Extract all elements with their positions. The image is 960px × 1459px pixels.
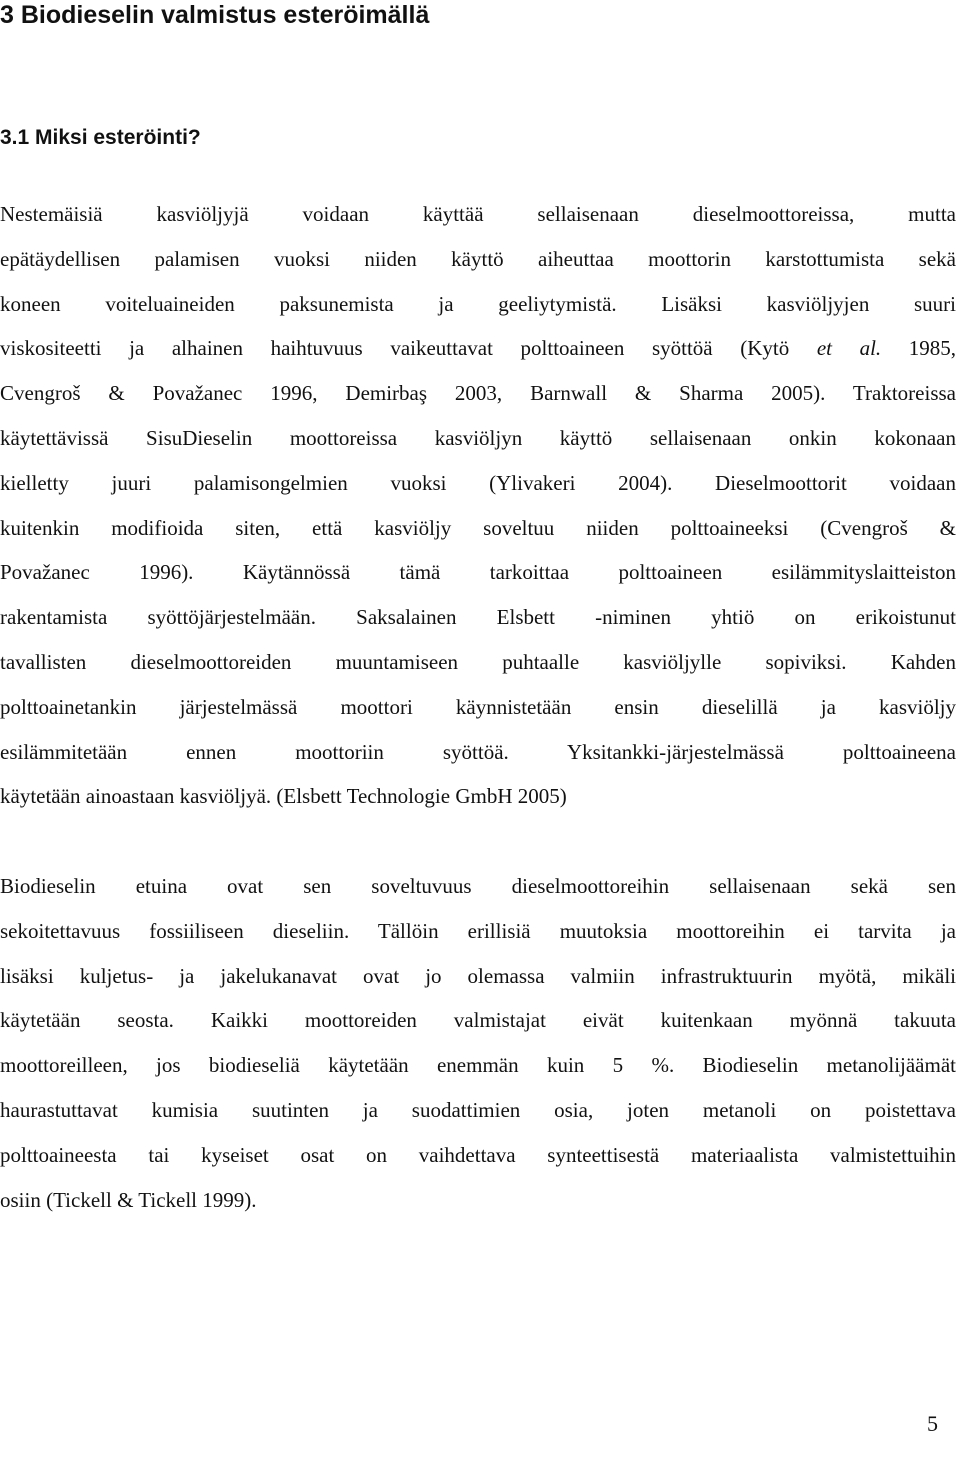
- text-line-with-citation: [0, 326, 956, 371]
- text-line: lisäksi kuljetus- ja jakelukanavat ovat jo olemassa valmiin infrastruktuurin myötä, mikäli: [0, 963, 956, 988]
- text-line: polttoainetankin järjestelmässä moottori käynnistetään ensin dieselillä ja kasviöljy: [0, 694, 956, 719]
- text-line: rakentamista syöttöjärjestelmään. Saksalainen Elsbett -niminen yhtiö on erikoistunut: [0, 605, 956, 630]
- text-fragment: 1985,: [908, 336, 957, 361]
- text-line: sekoitettavuus fossiiliseen dieseliin. Tällöin erillisiä muutoksia moottoreihin ei tarvita ja: [0, 918, 956, 943]
- text-line: Nestemäisiä kasviöljyjä voidaan käyttää sellaisenaan dieselmoottoreissa, mutta: [0, 202, 956, 226]
- text-line: kuitenkin modifioida siten, että kasviöljy soveltuu niiden polttoaineeksi (Cvengroš &: [0, 515, 956, 540]
- text-fragment: viskositeetti ja alhainen haihtuvuus vaikeuttavat polttoaineen syöttöä (Kytö: [0, 336, 790, 361]
- chapter-title: 3 Biodieselin valmistus esteröimällä: [0, 1, 430, 29]
- text-line: esilämmitetään ennen moottoriin syöttöä. Yksitankki-järjestelmässä polttoaineena: [0, 739, 956, 764]
- text-line: tavallisten dieselmoottoreiden muuntamiseen puhtaalle kasviöljylle sopiviksi. Kahden: [0, 649, 956, 674]
- text-line: koneen voiteluaineiden paksunemista ja geeliytymistä. Lisäksi kasviöljyjen suuri: [0, 291, 956, 316]
- text-line: Biodieselin etuina ovat sen soveltuvuus dieselmoottoreihin sellaisenaan sekä sen: [0, 874, 956, 898]
- text-line: käytetään ainoastaan kasviöljyä. (Elsbett Technologie GmbH 2005): [0, 784, 567, 809]
- text-line: polttoaineesta tai kyseiset osat on vaihdettava synteettisestä materiaalista valmistettuihin: [0, 1142, 956, 1167]
- italic-et-al: et al.: [816, 336, 882, 361]
- text-line: Považanec 1996). Käytännössä tämä tarkoittaa polttoaineen esilämmityslaitteiston: [0, 560, 956, 585]
- text-line: osiin (Tickell & Tickell 1999).: [0, 1187, 257, 1212]
- text-line: kielletty juuri palamisongelmien vuoksi (Ylivakeri 2004). Dieselmoottorit voidaan: [0, 470, 956, 495]
- text-line: käytetään seosta. Kaikki moottoreiden valmistajat eivät kuitenkaan myönnä takuuta: [0, 1008, 956, 1033]
- page-number: 5: [927, 1411, 938, 1436]
- paragraph-biodiesel-advantages: [0, 864, 956, 1222]
- section-title: 3.1 Miksi esteröinti?: [0, 126, 201, 149]
- text-line: epätäydellisen palamisen vuoksi niiden käyttö aiheuttaa moottorin karstottumista sekä: [0, 246, 956, 271]
- text-line: haurastuttavat kumisia suutinten ja suodattimien osia, joten metanoli on poistettava: [0, 1097, 956, 1122]
- text-line: moottoreilleen, jos biodieseliä käytetään enemmän kuin 5 %. Biodieselin metanolijäämät: [0, 1053, 956, 1078]
- text-line: käytettävissä SisuDieselin moottoreissa kasviöljyn käyttö sellaisenaan onkin kokonaan: [0, 425, 956, 450]
- paragraph-vegetable-oil: [0, 192, 956, 819]
- text-line: Cvengroš & Považanec 1996, Demirbaş 2003, Barnwall & Sharma 2005). Traktoreissa: [0, 381, 956, 406]
